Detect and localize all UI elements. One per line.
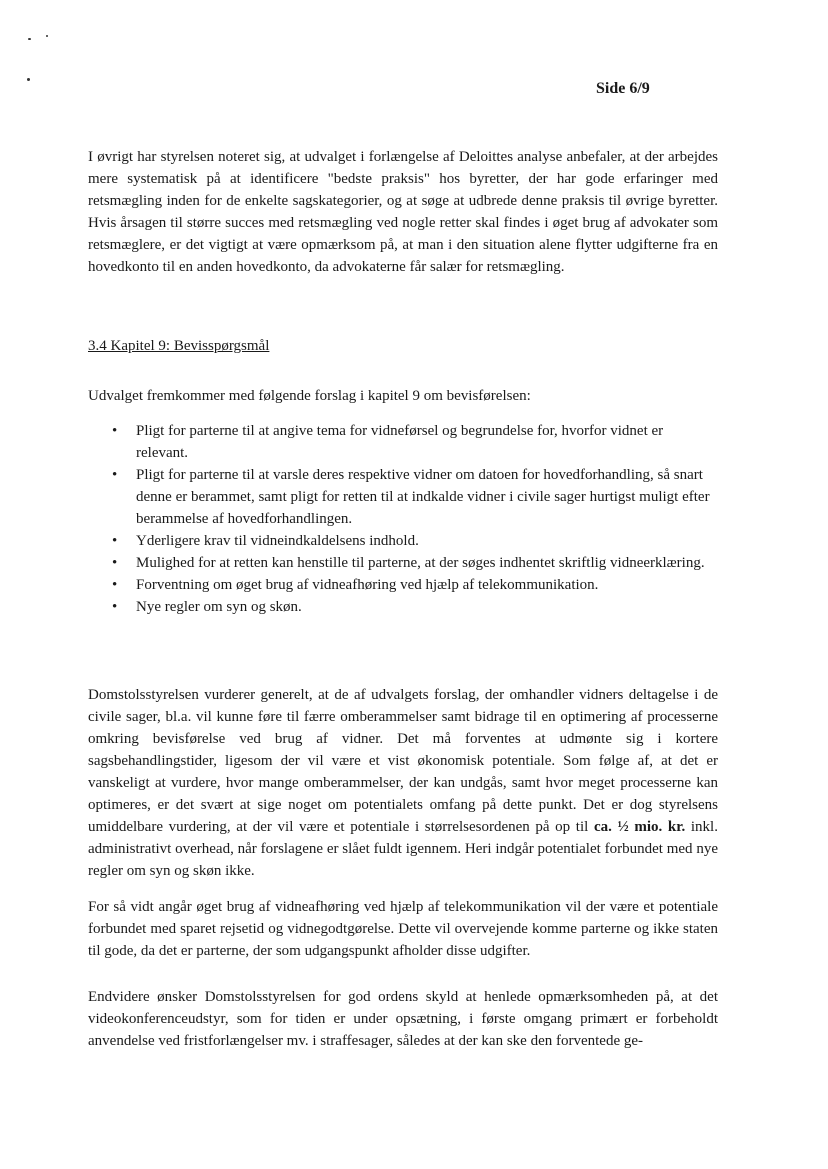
page-number: Side 6/9 [596,80,650,97]
assessment-paragraph [88,684,718,882]
list-item [100,530,718,552]
list-item [100,420,718,464]
list-item-text: Pligt for parterne til at varsle deres respektive vidner om datoen for hovedforhandling, så snart denne er berammet, samt pligt for retten til at indkalde vidner i civile sager hurtigst muligt efter berammelse af hovedforhandlingen. [136,467,710,527]
section-heading: 3.4 Kapitel 9: Bevisspørgsmål [88,338,270,354]
list-item-text: Pligt for parterne til at angive tema for vidneførsel og begrundelse for, hvorfor vidnet er relevant. [136,423,664,461]
bullet-icon: • [112,555,118,571]
section-lead: Udvalget fremkommer med følgende forslag i kapitel 9 om bevisførelsen: [88,388,531,404]
list-item-text: Forventning om øget brug af vidneafhøring ved hjælp af telekommunikation. [136,577,599,593]
list-item [100,596,718,618]
potential-amount: ca. ½ mio. kr. [593,819,686,835]
list-item [100,464,718,530]
assessment-text: Domstolsstyrelsen vurderer generelt, at de af udvalgets forslag, der omhandler vidners deltagelse i de civile sager, bl.a. vil kunne føre til færre omberammelser samt bidrage til en optimering af processerne omkring bevisførelse ved brug af vidner. Det må forventes at udmønte sig i kortere sagsbehandlingstider, ligesom der vil være et vist økonomisk potentiale. Som følge af, at det er vanskeligt at vurdere, hvor mange omberammelser, der kan undgås, samt hvor meget processerne kan optimeres, er det svært at sige noget om potentialets omfang på dette punkt. Det er dog styrelsens umiddelbare vurdering, at der vil være et potentiale i størrelsesordenen på op til [88,687,718,835]
assessment-text-end: inkl. administrativt overhead, når forslagene er slået fuldt igennem. Heri indgår potentialet forbundet med nye regler om syn og skøn ikke. [88,819,718,879]
scan-speck [28,38,31,40]
bullet-icon: • [112,423,118,439]
list-item-text: Nye regler om syn og skøn. [136,599,302,615]
bullet-icon: • [112,467,118,483]
closing-paragraph: Endvidere ønsker Domstolsstyrelsen for god ordens skyld at henlede opmærksomheden på, at det videokonferenceudstyr, som for tiden er under opsætning, i første omgang primært er forbeholdt anvendelse ved fristforlængelser mv. i straffesager, således at der kan ske den forventede ge- [88,989,718,1049]
list-item [100,574,718,596]
bullet-icon: • [112,599,118,615]
list-item [100,552,718,574]
proposal-list [100,420,718,618]
bullet-icon: • [112,577,118,593]
scan-speck [27,78,30,81]
intro-paragraph: I øvrigt har styrelsen noteret sig, at udvalget i forlængelse af Deloittes analyse anbefaler, at der arbejdes mere systematisk på at identificere "bedste praksis" hos byretter, der har gode erfaringer med retsmægling inden for de enkelte sagskategorier, og at søge at udbrede denne praksis til øvrige byretter. Hvis årsagen til større succes med retsmægling ved nogle retter skal findes i øget brug af advokater som retsmæglere, er det vigtigt at være opmærksom på, at man i den situation alene flytter udgifterne fra en hovedkonto til en anden hovedkonto, da advokaterne får salær for retsmægling. [88,149,718,275]
list-item-text: Yderligere krav til vidneindkaldelsens indhold. [136,533,419,549]
scan-speck [46,35,48,37]
bullet-icon: • [112,533,118,549]
list-item-text: Mulighed for at retten kan henstille til parterne, at der søges indhentet skriftlig vidneerklæring. [136,555,705,571]
telecom-paragraph: For så vidt angår øget brug af vidneafhøring ved hjælp af telekommunikation vil der være et potentiale forbundet med sparet rejsetid og vidnegodtgørelse. Dette vil overvejende komme parterne og ikke staten til gode, da det er parterne, der som udgangspunkt afholder disse udgifter. [88,899,718,959]
